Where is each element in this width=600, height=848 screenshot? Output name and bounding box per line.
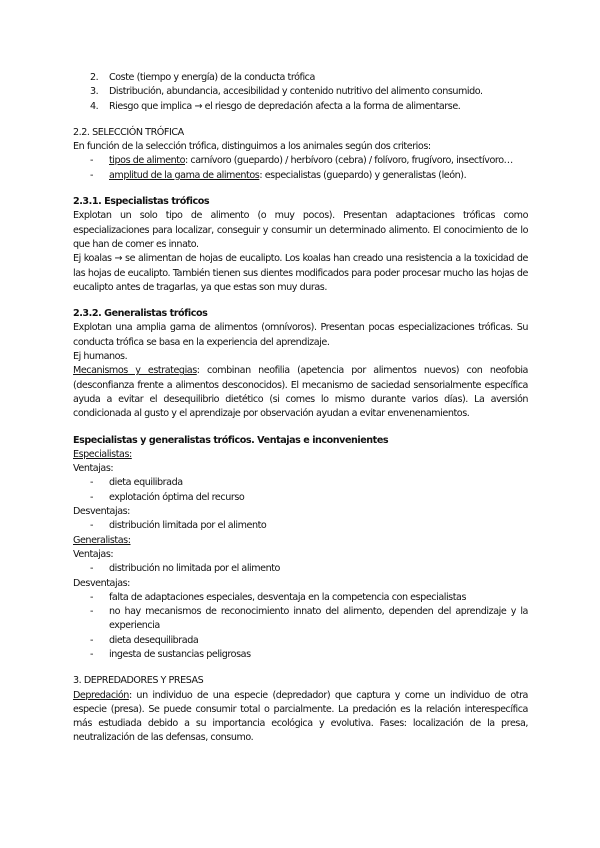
section-intro: En función de la selección trófica, distinguimos a los animales según dos criterios: <box>73 141 431 153</box>
list-item <box>73 85 528 99</box>
item-text: distribución limitada por el alimento <box>109 520 267 532</box>
criteria-list <box>73 154 528 183</box>
section-heading-2-3-2: 2.3.2. Generalistas tróficos <box>73 308 208 320</box>
subheading-generalistas: Generalistas: <box>73 534 131 546</box>
section-heading-2-2: 2.2. SELECCIÓN TRÓFICA <box>73 126 184 138</box>
paragraph <box>73 364 528 421</box>
subheading-especialistas: Especialistas: <box>73 448 132 460</box>
dash: - <box>90 169 94 181</box>
list-item <box>73 605 528 634</box>
term: amplitud de la gama de alimentos <box>109 169 260 181</box>
esp-ventajas-list <box>73 476 528 505</box>
list-item <box>73 519 528 533</box>
item-text: Riesgo que implica → el riesgo de depredación afecta a la forma de alimentarse. <box>109 100 461 112</box>
item-text: dieta desequilibrada <box>109 634 199 646</box>
numbered-list <box>73 71 528 114</box>
paragraph: Explotan una amplia gama de alimentos (omnívoros). Presentan pocas especializaciones tróficas. Su conducta trófica se basa en la experiencia del aprendizaje. <box>73 322 528 348</box>
gen-desventajas-list <box>73 591 528 662</box>
item-number: 2. <box>90 72 99 83</box>
paragraph: Ej koalas → se alimentan de hojas de eucalipto. Los koalas han creado una resistencia a la toxicidad de las hojas de eucalipto. También tienen sus dientes modificados para poder procesar mucho las hojas de eucalipto antes de tragarlas, ya que estas son muy duras. <box>73 253 528 293</box>
list-item <box>73 169 528 183</box>
esp-desventajas-list <box>73 519 528 533</box>
term: Depredación <box>73 689 129 701</box>
paragraph: Explotan un solo tipo de alimento (o muy pocos). Presentan adaptaciones tróficas como especializaciones para localizar, conseguir y consumir un determinado alimento. El conocimiento de lo que han de comer es innato. <box>73 210 528 250</box>
label-ventajas: Ventajas: <box>73 463 114 475</box>
dash: - <box>90 591 94 603</box>
dash: - <box>90 155 94 167</box>
item-text: : carnívoro (guepardo) / herbívoro (cebra) / folívoro, frugívoro, insectívoro… <box>185 155 513 167</box>
section-heading-3: 3. DEPREDADORES Y PRESAS <box>73 675 204 687</box>
paragraph <box>73 689 528 746</box>
term: Mecanismos y estrategias <box>73 365 197 377</box>
list-item <box>73 634 528 648</box>
item-text: explotación óptima del recurso <box>109 491 245 503</box>
section-heading-2-3-1: 2.3.1. Especialistas tróficos <box>73 196 210 208</box>
item-text: distribución no limitada por el alimento <box>109 563 280 575</box>
label-desventajas: Desventajas: <box>73 577 130 589</box>
section-heading-ventajas: Especialistas y generalistas tróficos. Ventajas e inconvenientes <box>73 434 389 446</box>
term: tipos de alimento <box>109 155 185 167</box>
item-text: Coste (tiempo y energía) de la conducta trófica <box>109 72 315 83</box>
list-item <box>73 100 528 114</box>
item-text: no hay mecanismos de reconocimiento innato del alimento, dependen del aprendizaje y la experiencia <box>109 606 528 632</box>
paragraph-text: : un individuo de una especie (depredador) que captura y come un individuo de otra especie (presa). Se puede consumir total o parcialmente. La predación es la relación interespecífica más estudiada debido a su importancia ecológica y evolutiva. Fases: localización de la presa, neutralización de las defensas, consumo. <box>73 689 528 744</box>
paragraph-text: : combinan neofilia (apetencia por alimentos nuevos) con neofobia (desconfianza frente a alimentos desconocidos). El mecanismo de saciedad sensorialmente específica ayuda a evitar el desequilibrio dietético (si comes lo mismo durante varios días). La aversión condicionada al gusto y el aprendizaje por observación ayudan a evitar envenenamientos. <box>73 365 528 420</box>
dash: - <box>90 648 94 660</box>
list-item <box>73 154 528 168</box>
dash: - <box>90 520 94 532</box>
item-text: : especialistas (guepardo) y generalistas (león). <box>259 169 467 181</box>
gen-ventajas-list <box>73 562 528 576</box>
dash: - <box>90 491 94 503</box>
item-text: ingesta de sustancias peligrosas <box>109 648 251 660</box>
label-desventajas: Desventajas: <box>73 506 130 518</box>
dash: - <box>90 563 94 575</box>
list-item <box>73 71 528 85</box>
paragraph: Ej humanos. <box>73 351 128 363</box>
list-item <box>73 491 528 505</box>
item-number: 3. <box>90 86 99 98</box>
list-item <box>73 648 528 662</box>
list-item <box>73 476 528 490</box>
dash: - <box>90 477 94 489</box>
document-page <box>73 71 528 746</box>
dash: - <box>90 634 94 646</box>
list-item <box>73 591 528 605</box>
item-number: 4. <box>90 100 99 112</box>
item-text: Distribución, abundancia, accesibilidad y contenido nutritivo del alimento consumido. <box>109 86 483 98</box>
item-text: dieta equilibrada <box>109 477 183 489</box>
item-text: falta de adaptaciones especiales, desventaja en la competencia con especialistas <box>109 591 467 603</box>
dash: - <box>90 606 94 618</box>
list-item <box>73 562 528 576</box>
label-ventajas: Ventajas: <box>73 548 114 560</box>
